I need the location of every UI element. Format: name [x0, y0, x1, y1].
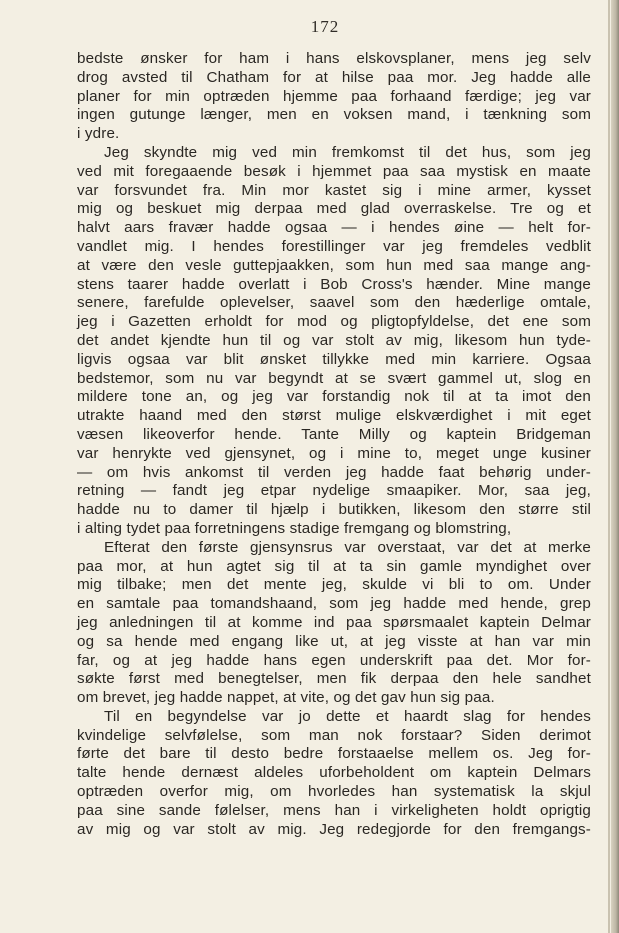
text-line: — om hvis ankomst til verden jeg hadde faat behørig under-	[77, 463, 591, 481]
text-line: ligvis ogsaa var blit ønsket tillykke med min karriere. Ogsaa	[77, 350, 591, 368]
text-line: talte hende dernæst aldeles uforbeholdent om kaptein Delmars	[77, 764, 591, 782]
text-line: i alting tydet paa forretningens stadige fremgang og blomstring,	[77, 519, 512, 537]
text-line: bedste ønsker for ham i hans elskovsplaner, mens jeg selv	[77, 50, 591, 67]
text-line: retning — fandt jeg etpar nydelige smaapiker. Mor, saa jeg,	[77, 482, 591, 500]
text-line: en samtale paa tomandshaand, som jeg hadde med hende, grep	[77, 595, 591, 613]
text-line: førte det bare til desto bedre forstaaelse mellem os. Jeg for-	[77, 745, 591, 763]
page-number: 172	[310, 17, 340, 36]
text-line: halvt aars fravær hadde ogsaa — i hendes øine — helt for-	[77, 219, 591, 237]
page-edge	[611, 0, 619, 933]
text-line: utrakte haand med den størst mulige elskværdighet i mit eget	[77, 407, 591, 425]
text-line: ingen gutunge længer, men en voksen mand, i tænkning som	[77, 106, 591, 124]
text-line: i ydre.	[77, 125, 120, 143]
text-line: Efterat den første gjensynsrus var overstaat, var det at merke	[104, 538, 591, 556]
text-line: og sa hende med engang like ut, at jeg visste at han var min	[77, 632, 591, 650]
text-line: ved mit foregaaende besøk i hjemmet paa saa mystisk en maate	[77, 162, 591, 180]
text-line: væsen likeoverfor hende. Tante Milly og kaptein Bridgeman	[77, 425, 591, 443]
text-line: paa mor, at hun agtet sig til at ta sin gamle myndighet over	[77, 557, 591, 575]
text-line: optræden overfor mig, om hvorledes han systematisk la skjul	[77, 783, 591, 801]
text-line: jeg i Gazetten erholdt for mod og pligtopfyldelse, det ene som	[77, 313, 591, 331]
text-line: planer for min optræden hjemme paa forhaand færdige; jeg var	[77, 87, 591, 105]
text-line: mig og beskuet mig derpaa med glad overraskelse. Tre og et	[77, 200, 591, 218]
text-line: Til en begyndelse var jo dette et haardt slag for hendes	[104, 707, 591, 725]
body-text	[77, 50, 591, 839]
text-line: far, og at jeg hadde hans egen underskrift paa det. Mor for-	[77, 651, 591, 669]
text-line: hadde nu to damer til hjælp i butikken, likesom den større stil	[77, 501, 591, 519]
text-line: senere, farefulde oplevelser, saavel som den hæderlige omtale,	[77, 294, 591, 312]
text-line: søkte først med benegtelser, men fik derpaa den hele sandhet	[77, 670, 591, 688]
text-line: bedstemor, som nu var begyndt at se svært gammel ut, slog en	[77, 369, 591, 387]
text-line: var forsvundet fra. Min mor kastet sig i mine armer, kysset	[77, 181, 591, 199]
text-line: jeg anledningen til at komme ind paa spørsmaalet kaptein Delmar	[77, 613, 591, 631]
text-line: vandlet mig. I hendes forestillinger var jeg fremdeles vedblit	[77, 237, 591, 255]
text-line: at være den vesle guttepjaakken, som hun med saa mange ang-	[77, 256, 591, 274]
text-line: av mig og var stolt av mig. Jeg redegjorde for den fremgangs-	[77, 820, 591, 838]
text-line: var henrykte ved gjensynet, og i mine to, meget unge kusiner	[77, 444, 591, 462]
text-line: Jeg skyndte mig ved min fremkomst til det hus, som jeg	[104, 143, 591, 161]
text-line: drog avsted til Chatham for at hilse paa mor. Jeg hadde alle	[77, 68, 591, 86]
text-line: om brevet, jeg hadde nappet, at vite, og det gav hun sig paa.	[77, 689, 495, 707]
text-line: det andet kjendte hun til og var stolt av mig, likesom hun tyde-	[77, 331, 591, 349]
text-line: mig tilbake; men det mente jeg, skulde vi bli to om. Under	[77, 576, 591, 594]
text-line: stens taarer hadde overlatt i Bob Cross's hænder. Mine mange	[77, 275, 591, 293]
text-line: paa sine sande følelser, mens han i virkeligheten holdt oprigtig	[77, 801, 591, 819]
text-line: kvindelige selvfølelse, som man nok forstaar? Siden derimot	[77, 726, 591, 744]
text-line: mildere tone an, og jeg var forstandig nok til at ta imot den	[77, 388, 591, 406]
